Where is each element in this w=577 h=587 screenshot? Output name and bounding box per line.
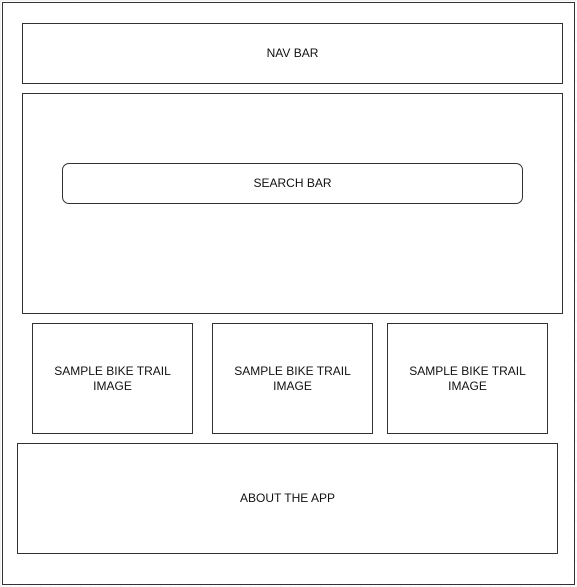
about-label: ABOUT THE APP <box>240 491 335 505</box>
trail-image-card[interactable] <box>32 323 193 434</box>
trail-image-label: SAMPLE BIKE TRAIL IMAGE <box>409 363 526 393</box>
about-section <box>17 443 558 554</box>
nav-bar-label: NAV BAR <box>266 46 319 60</box>
nav-bar <box>22 23 563 84</box>
trail-image-label: SAMPLE BIKE TRAIL IMAGE <box>54 363 171 393</box>
search-bar-label: SEARCH BAR <box>253 176 332 190</box>
trail-image-label: SAMPLE BIKE TRAIL IMAGE <box>234 363 351 393</box>
search-bar[interactable] <box>62 163 523 204</box>
trail-image-card[interactable] <box>387 323 548 434</box>
trail-image-card[interactable] <box>212 323 373 434</box>
